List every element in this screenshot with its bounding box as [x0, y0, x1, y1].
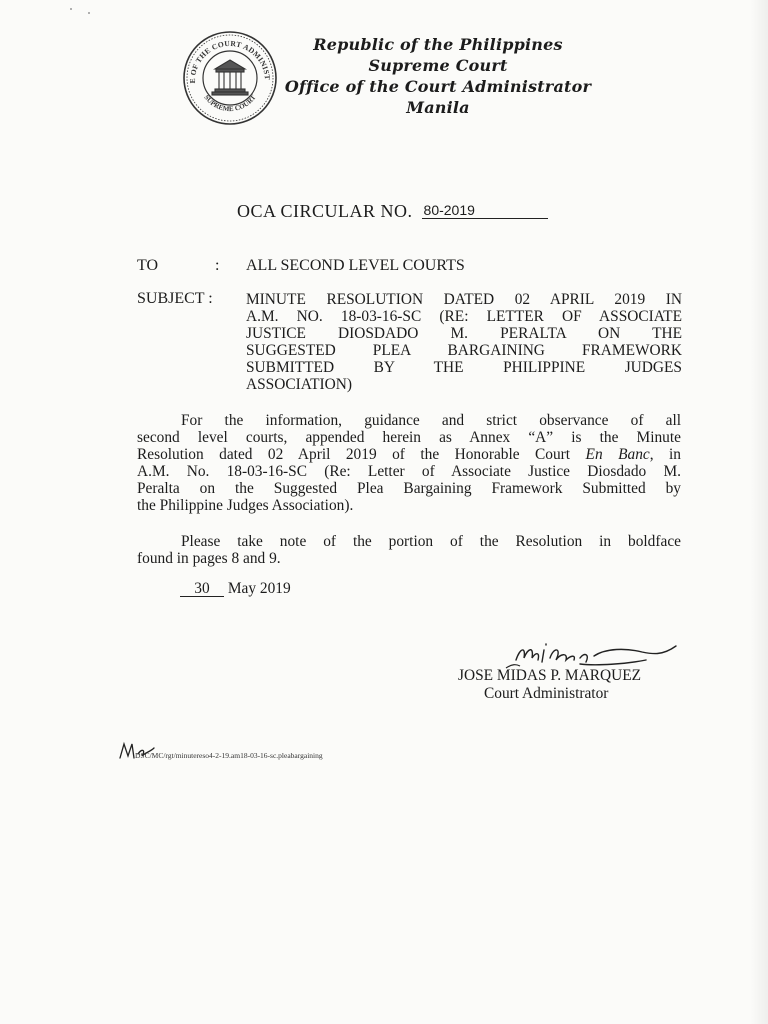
date-day: 30 — [180, 582, 224, 597]
body-line: A.M. No. 18-03-16-SC (Re: Letter of Associate Justice Diosdado M. — [137, 463, 681, 480]
letterhead-supreme-court: Supreme Court — [368, 56, 508, 75]
letterhead-city: Manila — [406, 98, 470, 117]
date-line — [180, 580, 291, 598]
reference-code: DSC/MC/rgt/minutereso4-2-19.am18-03-16-sc.pleabargaining — [135, 751, 323, 760]
body-paragraph-1 — [137, 412, 681, 514]
subject-line: SUGGESTED PLEA BARGAINING FRAMEWORK — [246, 342, 682, 359]
body-line: Peralta on the Suggested Plea Bargaining Framework Submitted by — [137, 480, 681, 497]
letterhead-republic: Republic of the Philippines — [313, 35, 563, 54]
signatory-title: Court Administrator — [484, 685, 609, 702]
letterhead — [258, 34, 618, 118]
body-paragraph-2 — [137, 533, 681, 567]
subject-label: SUBJECT : — [137, 290, 213, 307]
page-edge-shadow — [750, 0, 768, 1024]
circular-number: 80-2019 — [422, 202, 548, 219]
subject-line: ASSOCIATION) — [246, 376, 353, 393]
subject-line: SUBMITTED BY THE PHILIPPINE JUDGES — [246, 359, 682, 376]
signatory-name: JOSE MIDAS P. MARQUEZ — [458, 667, 642, 684]
subject-line: JUSTICE DIOSDADO M. PERALTA ON THE — [246, 325, 682, 342]
subject-text — [246, 291, 682, 393]
to-colon: : — [215, 257, 220, 274]
to-label: TO — [137, 257, 159, 274]
body-line: found in pages 8 and 9. — [137, 550, 281, 567]
body-line: second level courts, appended herein as Annex “A” is the Minute — [137, 429, 681, 446]
body-line: For the information, guidance and strict observance of all — [181, 412, 681, 429]
body-line: the Philippine Judges Association). — [137, 497, 354, 514]
body-text: Resolution dated 02 April 2019 of the Honorable Court — [137, 446, 586, 463]
en-banc-text: En Banc — [585, 446, 650, 463]
date-month-year: May 2019 — [227, 580, 291, 597]
circular-label: OCA CIRCULAR NO. — [237, 201, 413, 221]
body-line — [137, 446, 681, 463]
to-value: ALL SECOND LEVEL COURTS — [246, 257, 465, 274]
seal-bottom-text: SUPREME COURT — [202, 93, 258, 114]
scan-speck — [88, 12, 90, 14]
subject-line: MINUTE RESOLUTION DATED 02 APRIL 2019 IN — [246, 291, 682, 308]
svg-text:SUPREME COURT — [202, 93, 257, 113]
body-line: Please take note of the portion of the Resolution in boldface — [181, 533, 681, 550]
subject-line: A.M. NO. 18-03-16-SC (RE: LETTER OF ASSOCIATE — [246, 308, 682, 325]
seal-building-icon — [212, 60, 248, 95]
scan-speck — [70, 8, 72, 10]
circular-title — [237, 201, 548, 222]
body-text: , in — [649, 446, 681, 463]
letterhead-oca: Office of the Court Administrator — [284, 77, 592, 96]
seal-outer-text: E OF THE COURT ADMINIST — [187, 38, 273, 84]
